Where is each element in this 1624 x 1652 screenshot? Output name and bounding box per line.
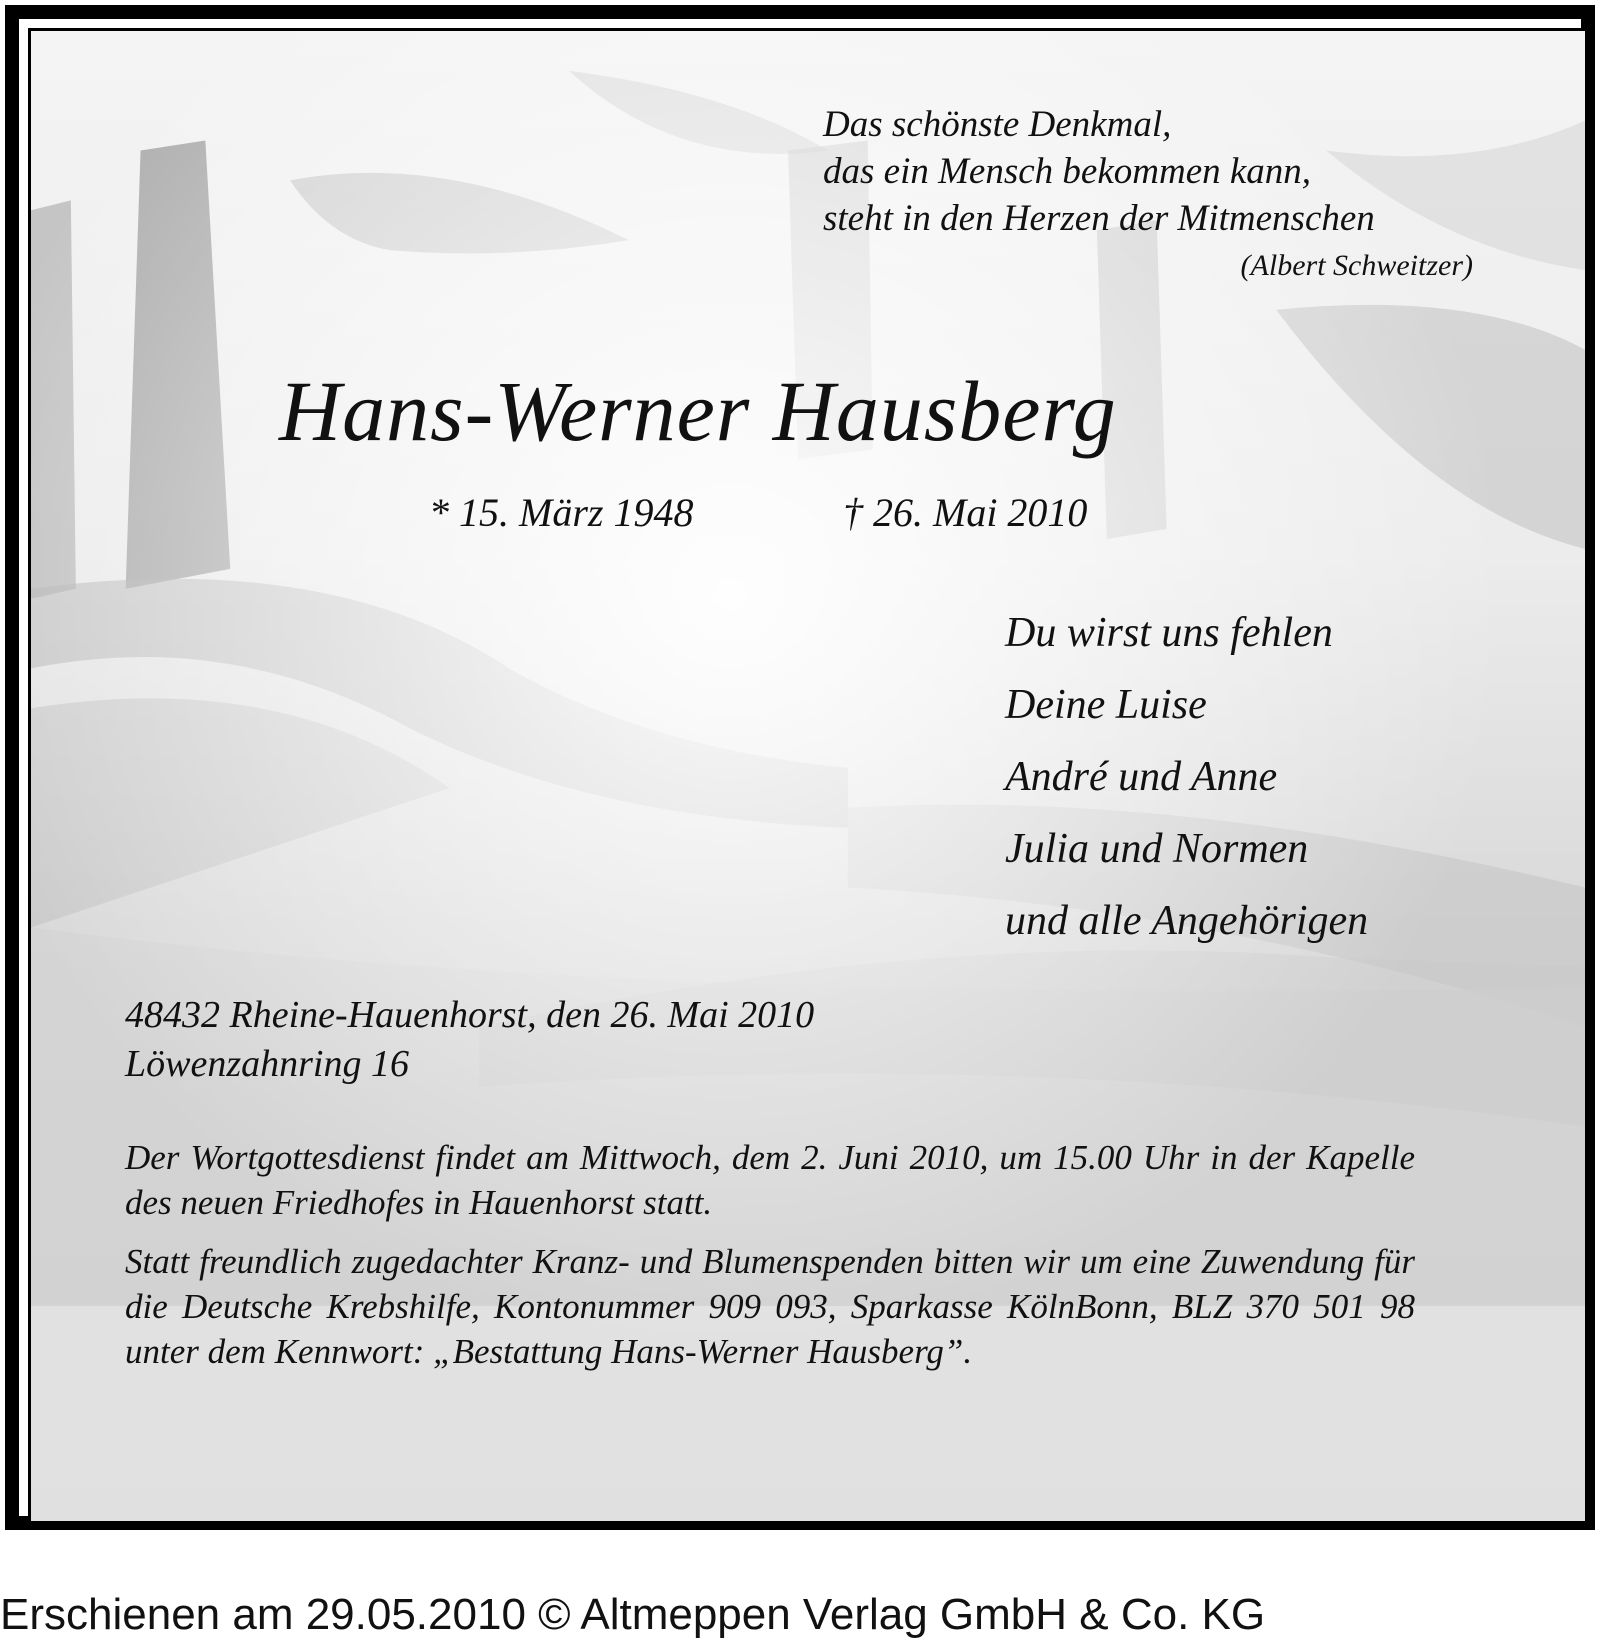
address-street: Löwenzahnring 16 [125, 1043, 409, 1085]
quote-author: (Albert Schweitzer) [1240, 249, 1473, 282]
quote-line-3: steht in den Herzen der Mitmenschen [823, 198, 1375, 239]
donation-info: Statt freundlich zugedachter Kranz- und Blumenspenden bitten wir um eine Zuwendung für die Deutsche Krebshilfe, Kontonummer 909 093, Sparkasse KölnBonn, BLZ 370 501 98 unter dem Kennwort: „Bestattung Hans-Werner Hausberg”. [125, 1242, 1415, 1371]
obituary-card [28, 28, 1588, 1524]
publication-footer: Erschienen am 29.05.2010 © Altmeppen Verlag GmbH & Co. KG [0, 1590, 1266, 1639]
mourner-line-1: Du wirst uns fehlen [1005, 610, 1333, 656]
quote-line-1: Das schönste Denkmal, [823, 104, 1172, 145]
death-date: † 26. Mai 2010 [843, 490, 1088, 535]
deceased-name: Hans-Werner Hausberg [279, 363, 1117, 459]
service-info: Der Wortgottesdienst findet am Mittwoch, dem 2. Juni 2010, um 15.00 Uhr in der Kapelle des neuen Friedhofes in Hauenhorst statt. [125, 1138, 1415, 1222]
mourner-line-2: Deine Luise [1005, 682, 1207, 728]
quote-line-2: das ein Mensch bekommen kann, [823, 151, 1312, 192]
address-place-date: 48432 Rheine-Hauenhorst, den 26. Mai 2010 [125, 994, 815, 1036]
mourner-line-3: André und Anne [1005, 754, 1278, 800]
birth-date: * 15. März 1948 [429, 490, 694, 535]
mourner-line-4: Julia und Normen [1005, 826, 1309, 872]
mourner-line-5: und alle Angehörigen [1005, 898, 1369, 944]
